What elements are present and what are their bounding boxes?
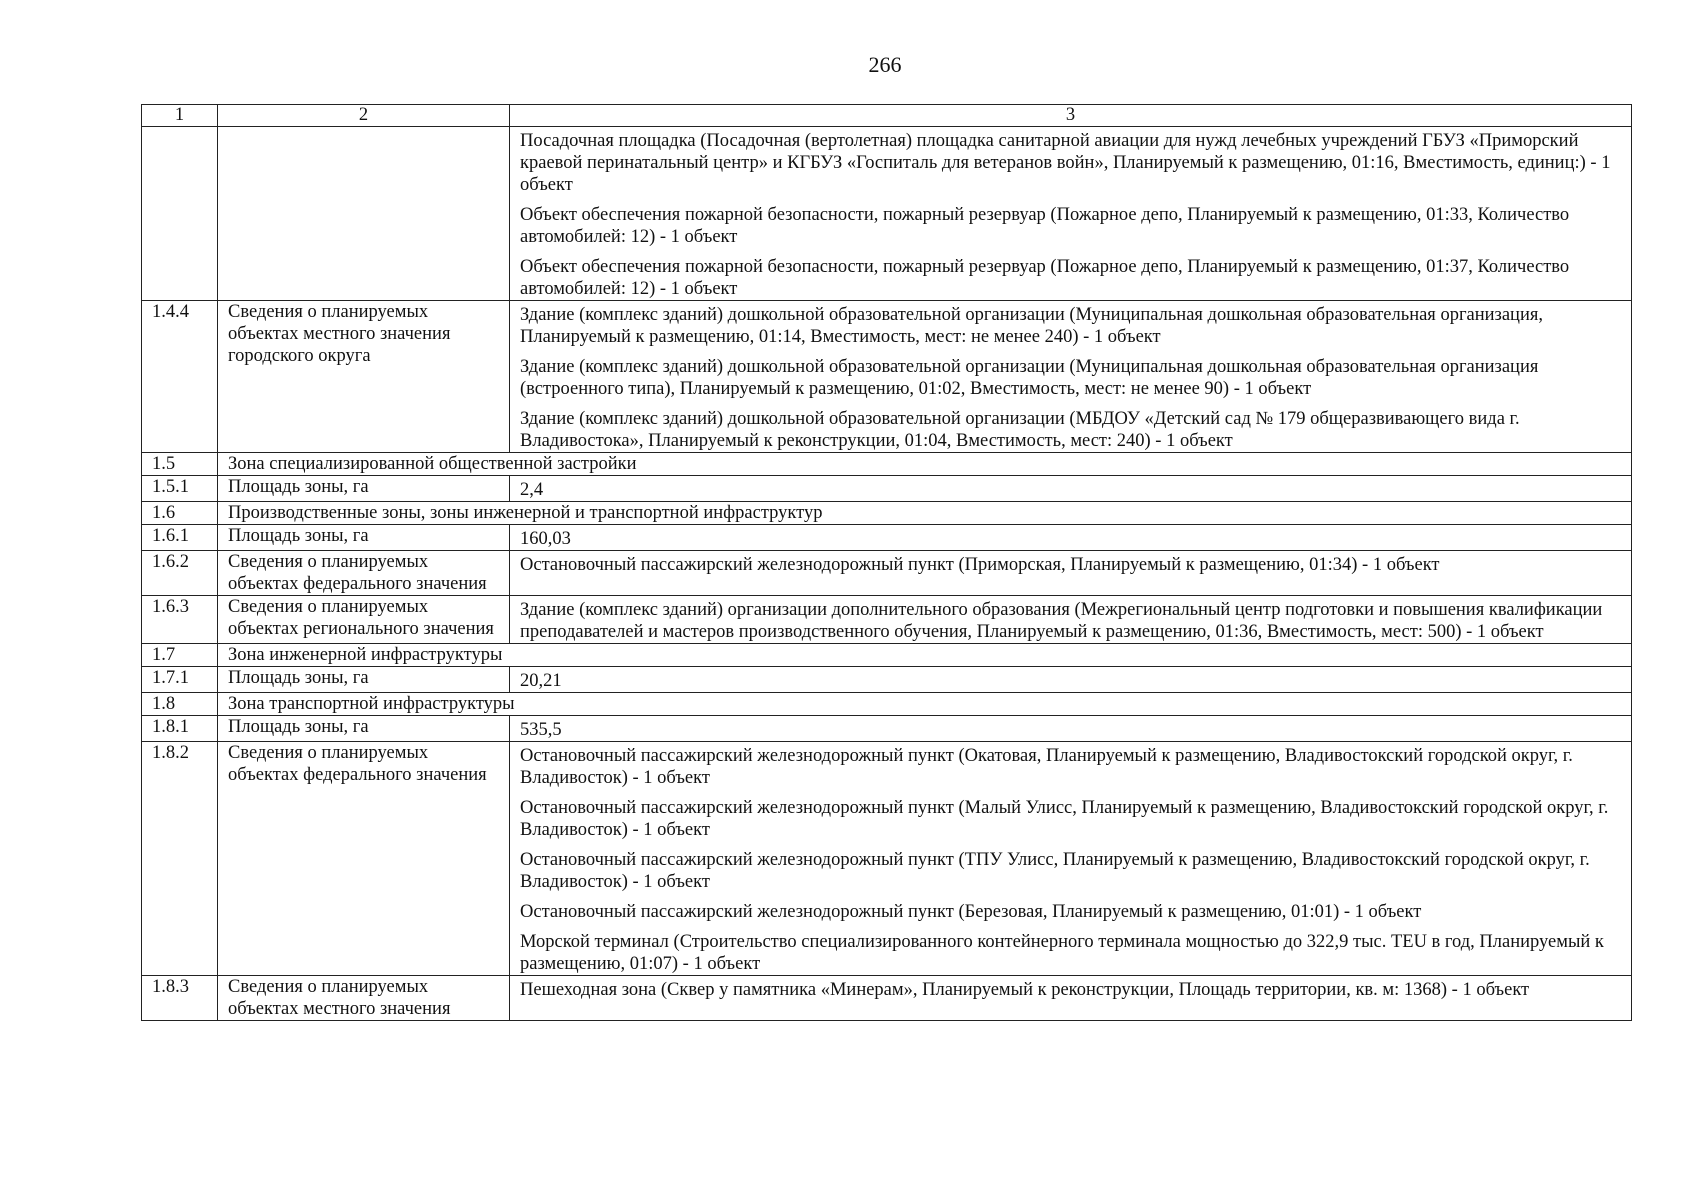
- object-entry: Остановочный пассажирский железнодорожный пункт (Малый Улисс, Планируемый к размещению, Владивостокский городской округ, г. Владивосток) - 1 объект: [520, 798, 1609, 840]
- row-number: 1.8.3: [142, 976, 218, 1021]
- row-number: 1.5: [142, 453, 218, 476]
- row-number: [142, 127, 218, 301]
- table-row: [142, 301, 1632, 453]
- object-entry: Остановочный пассажирский железнодорожный пункт (Окатовая, Планируемый к размещению, Владивостокский городской округ, г. Владивосток) - 1 объект: [520, 746, 1573, 788]
- planning-table: [141, 104, 1632, 1021]
- row-number: 1.6.3: [142, 596, 218, 644]
- row-description: [510, 301, 1632, 453]
- object-entry: Остановочный пассажирский железнодорожный пункт (Березовая, Планируемый к размещению, 01:01) - 1 объект: [520, 902, 1422, 922]
- row-title: Площадь зоны, га: [218, 716, 510, 742]
- table-row: [142, 976, 1632, 1021]
- object-entry: Здание (комплекс зданий) дошкольной образовательной организации (Муниципальная дошкольная образовательная организация (встроенного типа), Планируемый к размещению, 01:02, Вместимость, мест: не менее 90) - 1 объект: [520, 357, 1539, 399]
- object-entry: Посадочная площадка (Посадочная (вертолетная) площадка санитарной авиации для нужд лечебных учреждений ГБУЗ «Приморский краевой перинатальный центр» и КГБУЗ «Госпиталь для ветеранов войн», Планируемый к размещению, 01:16, Вместимость, единиц:) - 1 объект: [520, 131, 1611, 195]
- row-title: Сведения о планируемых объектах федерального значения: [218, 551, 510, 596]
- zone-heading: Зона инженерной инфраструктуры: [218, 644, 1632, 667]
- row-title: Площадь зоны, га: [218, 476, 510, 502]
- row-number: 1.8.1: [142, 716, 218, 742]
- row-title: Сведения о планируемых объектах местного значения городского округа: [218, 301, 510, 453]
- table-row: [142, 716, 1632, 742]
- zone-heading: Зона специализированной общественной застройки: [218, 453, 1632, 476]
- row-number: 1.6.1: [142, 525, 218, 551]
- table-row: [142, 476, 1632, 502]
- table-row: [142, 644, 1632, 667]
- row-description: [510, 667, 1632, 693]
- table-row: [142, 127, 1632, 301]
- object-entry: Объект обеспечения пожарной безопасности, пожарный резервуар (Пожарное депо, Планируемый к размещению, 01:33, Количество автомобилей: 12) - 1 объект: [520, 205, 1570, 247]
- object-entry: Пешеходная зона (Сквер у памятника «Минерам», Планируемый к реконструкции, Площадь территории, кв. м: 1368) - 1 объект: [520, 980, 1530, 1000]
- table-row: [142, 667, 1632, 693]
- table-row: [142, 551, 1632, 596]
- table-header-row: [142, 105, 1632, 127]
- row-description: [510, 476, 1632, 502]
- table-row: [142, 502, 1632, 525]
- page-number: 266: [868, 52, 902, 77]
- object-entry: Остановочный пассажирский железнодорожный пункт (Приморская, Планируемый к размещению, 01:34) - 1 объект: [520, 555, 1440, 575]
- table-row: [142, 742, 1632, 976]
- row-description: [510, 127, 1632, 301]
- row-number: 1.4.4: [142, 301, 218, 453]
- zone-heading: Производственные зоны, зоны инженерной и транспортной инфраструктур: [218, 502, 1632, 525]
- row-description: [510, 976, 1632, 1021]
- object-entry: Морской терминал (Строительство специализированного контейнерного терминала мощностью до 322,9 тыс. TEU в год, Планируемый к размещению, 01:07) - 1 объект: [520, 932, 1604, 974]
- table-row: [142, 693, 1632, 716]
- object-entry: Здание (комплекс зданий) дошкольной образовательной организации (Муниципальная дошкольная образовательная организация, Планируемый к размещению, 01:14, Вместимость, мест: не менее 240) - 1 объект: [520, 305, 1543, 347]
- object-entry: 2,4: [520, 480, 544, 500]
- object-entry: 20,21: [520, 671, 562, 691]
- object-entry: 160,03: [520, 529, 571, 549]
- object-entry: Объект обеспечения пожарной безопасности, пожарный резервуар (Пожарное депо, Планируемый к размещению, 01:37, Количество автомобилей: 12) - 1 объект: [520, 257, 1570, 299]
- row-description: [510, 596, 1632, 644]
- row-description: [510, 551, 1632, 596]
- row-number: 1.6: [142, 502, 218, 525]
- row-description: [510, 716, 1632, 742]
- row-number: 1.8.2: [142, 742, 218, 976]
- row-title: Сведения о планируемых объектах регионального значения: [218, 596, 510, 644]
- row-number: 1.7: [142, 644, 218, 667]
- row-title: Площадь зоны, га: [218, 667, 510, 693]
- header-col-2: 2: [218, 105, 510, 127]
- row-title: Сведения о планируемых объектах федерального значения: [218, 742, 510, 976]
- row-title: Сведения о планируемых объектах местного значения: [218, 976, 510, 1021]
- row-description: [510, 742, 1632, 976]
- header-col-3: 3: [510, 105, 1632, 127]
- row-number: 1.6.2: [142, 551, 218, 596]
- object-entry: Остановочный пассажирский железнодорожный пункт (ТПУ Улисс, Планируемый к размещению, Владивостокский городской округ, г. Владивосток) - 1 объект: [520, 850, 1590, 892]
- row-description: [510, 525, 1632, 551]
- object-entry: Здание (комплекс зданий) организации дополнительного образования (Межрегиональный центр подготовки и повышения квалификации преподавателей и мастеров производственного обучения, Планируемый к размещению, 01:36, Вместимость, мест: 500) - 1 объект: [520, 600, 1603, 642]
- row-title: Площадь зоны, га: [218, 525, 510, 551]
- table-row: [142, 525, 1632, 551]
- header-col-1: 1: [142, 105, 218, 127]
- object-entry: Здание (комплекс зданий) дошкольной образовательной организации (МБДОУ «Детский сад № 179 общеразвивающего вида г. Владивостока», Планируемый к реконструкции, 01:04, Вместимость, мест: 240) - 1 объект: [520, 409, 1520, 451]
- table-row: [142, 453, 1632, 476]
- row-number: 1.5.1: [142, 476, 218, 502]
- row-title: [218, 127, 510, 301]
- row-number: 1.8: [142, 693, 218, 716]
- table-row: [142, 596, 1632, 644]
- row-number: 1.7.1: [142, 667, 218, 693]
- object-entry: 535,5: [520, 720, 562, 740]
- zone-heading: Зона транспортной инфраструктуры: [218, 693, 1632, 716]
